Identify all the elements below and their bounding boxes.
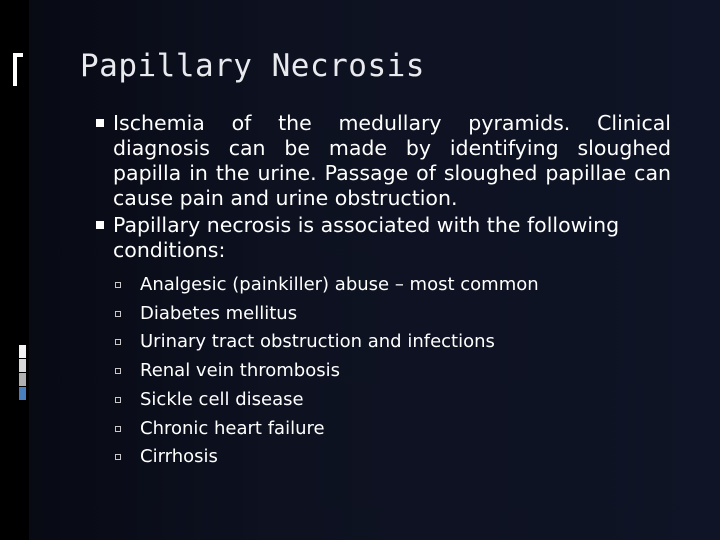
condition-text: Chronic heart failure [140,417,325,439]
decorative-block [19,373,26,386]
square-bullet-icon [96,221,104,229]
hollow-square-bullet-icon [115,397,121,403]
hollow-square-bullet-icon [115,311,121,317]
hollow-square-bullet-icon [115,454,121,460]
condition-item [115,271,671,300]
bullet-list [96,111,671,474]
condition-item [115,300,671,329]
condition-item [115,328,671,357]
decorative-block [19,345,26,358]
condition-text: Sickle cell disease [140,388,304,410]
condition-text: Renal vein thrombosis [140,360,341,382]
hollow-square-bullet-icon [115,282,121,288]
conditions-list [113,271,671,472]
condition-item [115,357,671,386]
decorative-block [19,359,26,372]
bullet-item [96,213,671,472]
bullet-text: Ischemia of the medullary pyramids. Clinical diagnosis can be made by identifying sloughed papilla in the urine. Passage of sloughed papillae can cause pain and urine obstruction. [113,111,671,210]
hollow-square-bullet-icon [115,368,121,374]
condition-item [115,386,671,415]
condition-item [115,415,671,444]
bullet-text: Papillary necrosis is associated with the following conditions: [113,213,620,262]
condition-text: Urinary tract obstruction and infections [140,331,495,353]
decorative-block-accent [19,387,26,400]
condition-item [115,443,671,472]
hollow-square-bullet-icon [115,426,121,432]
hollow-square-bullet-icon [115,339,121,345]
square-bullet-icon [96,119,104,127]
condition-text: Analgesic (painkiller) abuse – most common [140,274,539,295]
slide-title: Papillary Necrosis [80,48,425,84]
condition-text: Diabetes mellitus [140,302,298,324]
decorative-bar-shadow [17,57,29,87]
condition-text: Cirrhosis [140,446,218,468]
bullet-item [96,111,671,211]
